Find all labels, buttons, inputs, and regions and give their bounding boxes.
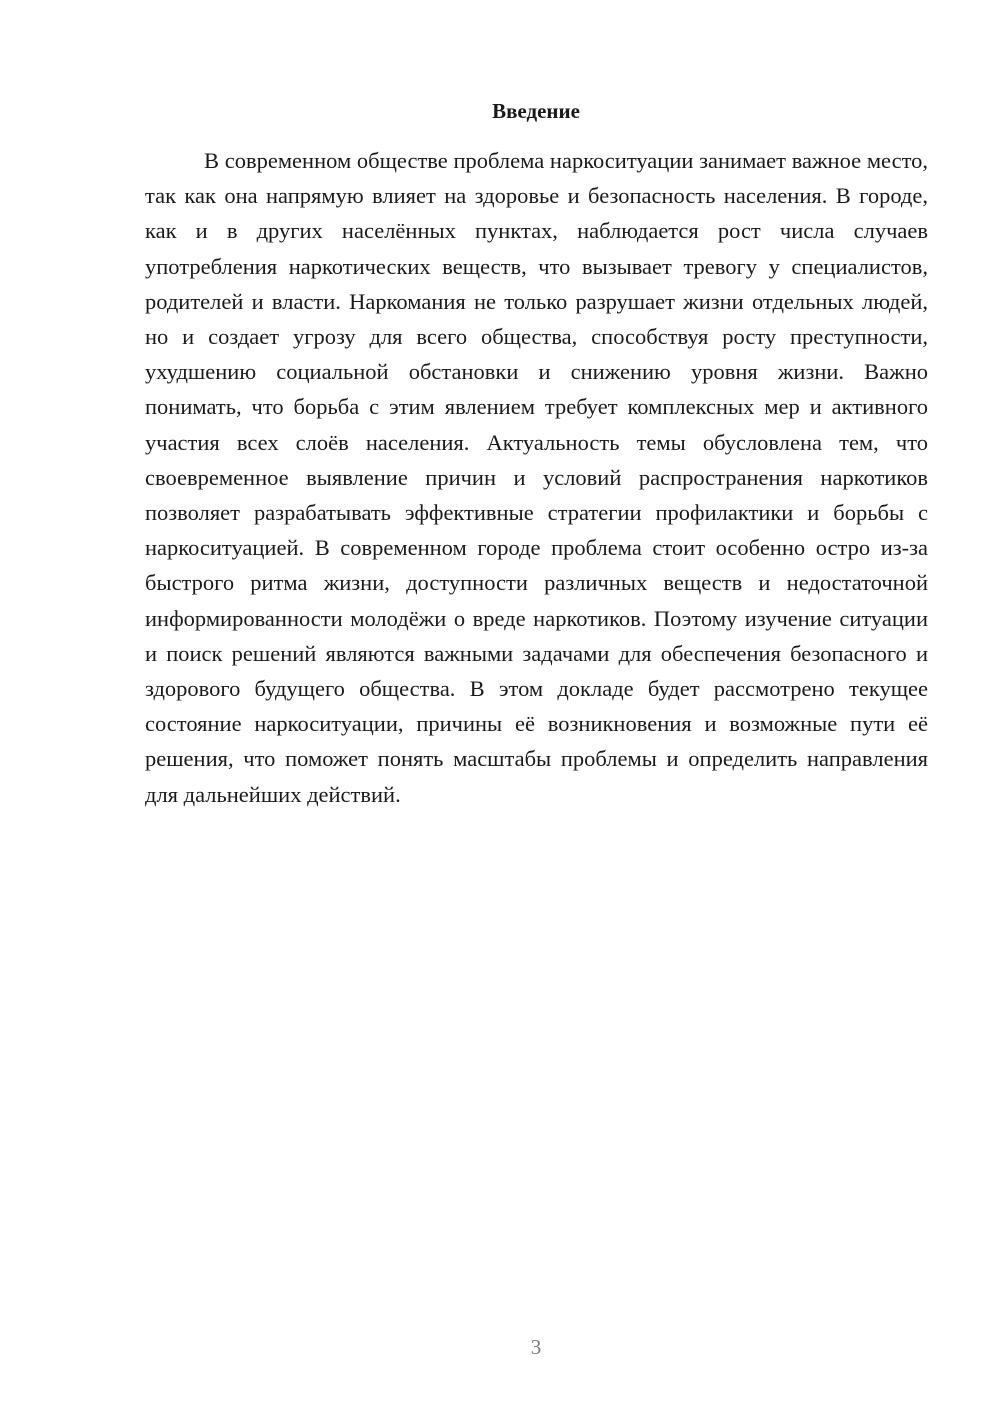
section-heading: Введение <box>492 99 580 123</box>
body-paragraph: В современном обществе проблема наркоситуации занимает важное место, так как она напрямую влияет на здоровье и безопасность населения. В городе, как и в других населённых пунктах, наблюдается рост числа случаев употребления наркотических веществ, что вызывает тревогу у специалистов, родителей и власти. Наркомания не только разрушает жизни отдельных людей, но и создает угрозу для всего общества, способствуя росту преступности, ухудшению социальной обстановки и снижению уровня жизни. Важно понимать, что борьба с этим явлением требует комплексных мер и активного участия всех слоёв населения. Актуальность темы обусловлена тем, что своевременное выявление причин и условий распространения наркотиков позволяет разрабатывать эффективные стратегии профилактики и борьбы с наркоситуацией. В современном городе проблема стоит особенно остро из-за быстрого ритма жизни, доступности различных веществ и недостаточной информированности молодёжи о вреде наркотиков. Поэтому изучение ситуации и поиск решений являются важными задачами для обеспечения безопасного и здорового будущего общества. В этом докладе будет рассмотрено текущее состояние наркоситуации, причины её возникновения и возможные пути её решения, что поможет понять масштабы проблемы и определить направления для дальнейших действий. <box>145 148 928 807</box>
page-number: 3 <box>530 1335 542 1359</box>
